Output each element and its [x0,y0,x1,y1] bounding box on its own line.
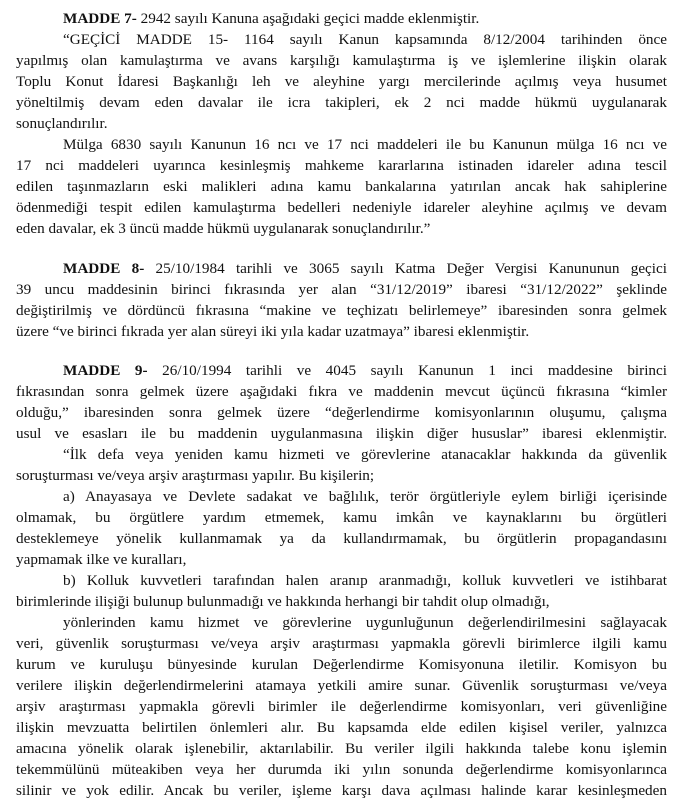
madde-7-line: Toplu Konut İdaresi Başkanlığı leh ve aleyhine yargı mercilerinde açılmış veya husumet [16,73,667,90]
madde-9-line: silinir ve yok edilir. Ancak bu veriler, işleme karşı dava açılması halinde karar kesinleşmeden [16,782,667,799]
madde-9-line: birimlerinde ilişiği bulunup bulunmadığı ve hakkında herhangi bir tahdit olup olmadığı, [16,593,550,610]
madde-9-line: veri, güvenlik soruşturması ve/veya arşiv araştırması yapmakla görevli birimlerce ilgili kamu [16,635,667,652]
madde-8-first-line [63,259,667,280]
madde-7-line: edilen taşınmazların eski malikleri adına kamu bankalarına yatırılan ancak hak sahiplerine [16,178,667,195]
madde-9-line: tekemmülünü müteakiben veya her durumda iki yılın sonunda değerlendirme komisyonlarınca [16,761,667,778]
madde-9-line: b) Kolluk kuvvetleri tarafından halen aranıp aranmadığı, kolluk kuvvetleri ve istihbarat [63,572,667,589]
madde-8-line: üzere “ve birinci fıkrada yer alan süreyi iki yıla kadar uzatmaya” ibaresi eklenmiştir. [16,323,530,340]
madde-9-heading: MADDE 9- [63,362,148,379]
madde-7-line: 2942 sayılı Kanuna aşağıdaki geçici madde eklenmiştir. [136,10,480,27]
madde-9-line: arşiv araştırması yapmakla görevli birimler ile değerlendirme komisyonları, veri güvenliğine [16,698,667,715]
madde-8-line: 25/10/1984 tarihli ve 3065 sayılı Katma Değer Vergisi Kanununun geçici [144,260,667,277]
madde-7-line: sonuçlandırılır. [16,115,108,132]
madde-8-line: 39 uncu maddesinin birinci fıkrasında yer alan “31/12/2019” ibaresi “31/12/2022” şeklinde [16,281,667,298]
madde-9-line: soruşturması ve/veya arşiv araştırması yapılır. Bu kişilerin; [16,467,375,484]
madde-7-heading: MADDE 7- [63,10,137,27]
madde-9-line: ilişkin mevzuatta belirtilen önlemleri alır. Bu kapsamda elde edilen kişisel veriler, yalnızca [16,719,667,736]
madde-7-line: 17 nci maddeleri uyarınca kesinleşmiş mahkeme kararlarına istinaden idareler adına tescil [16,157,667,174]
madde-7-line: yapılmış olan kamulaştırma ve avans karşılığı kamulaştırma iş ve işlemlerine ilişkin olarak [16,52,667,69]
madde-7-line: “GEÇİCİ MADDE 15- 1164 sayılı Kanun kapsamında 8/12/2004 tarihinden önce [63,31,667,48]
madde-9-line: usul ve esasları ile bu maddenin uygulanmasına ilişkin diğer hususlar” ibaresi eklenmiştir. [16,425,667,442]
madde-9-line: fıkrasından sonra gelmek üzere aşağıdaki fıkra ve maddenin mevcut üçüncü fıkrasına “kimler [16,383,667,400]
madde-9-line: 26/10/1994 tarihli ve 4045 sayılı Kanunun 1 inci maddesine birinci [147,362,667,379]
madde-7-line: Mülga 6830 sayılı Kanunun 16 ncı ve 17 nci maddeleri ile bu Kanunun mülga 16 ncı ve [63,136,667,153]
madde-8-heading: MADDE 8- [63,260,145,277]
madde-9-line: amacına yönelik olarak işlenebilir, aktarılabilir. Bu veriler ilgili hakkında talebe konu işlemin [16,740,667,757]
madde-9-first-line [63,361,667,382]
madde-9-line: olmamak, bu örgütlere yardım etmemek, kamu imkân ve kaynaklarını bu örgütleri [16,509,667,526]
madde-7-first-line [63,9,667,30]
madde-9-line: kurum ve kuruluşu bünyesinde kurulan Değerlendirme Komisyonuna iletilir. Komisyon bu [16,656,667,673]
madde-9-line: yönlerinden kamu hizmet ve görevlerine uygunluğunun değerlendirilmesini sağlayacak [63,614,667,631]
madde-9-line: yapmamak ilke ve kuralları, [16,551,187,568]
madde-8-line: değiştirilmiş ve dördüncü fıkrasına “makine ve teçhizatı belirlemeye” ibaresinden sonra gelmek [16,302,667,319]
madde-7-line: eden davalar, ek 3 üncü madde hükmü uygulanarak sonuçlandırılır.” [16,220,431,237]
madde-7-line: yöneltilmiş devam eden davalar ile icra takipleri, ek 2 nci madde hükmü uygulanarak [16,94,667,111]
madde-9-line: verilere ilişkin değerlendirmelerini atamaya yetkili amire sunar. Güvenlik soruşturması ve/veya [16,677,667,694]
madde-9-line: a) Anayasaya ve Devlete sadakat ve bağlılık, terör örgütleriyle eylem birliği içerisinde [63,488,667,505]
madde-9-line: olduğu,” ibaresinden sonra gelmek üzere “değerlendirme komisyonlarının oluşumu, çalışma [16,404,667,421]
madde-9-line: “İlk defa veya yeniden kamu hizmeti ve görevlerine atanacaklar hakkında da güvenlik [63,446,667,463]
madde-7-line: ödenmediği tespit edilen kamulaştırma bedelleri nedeniyle idareler aleyhine açılmış ve devam [16,199,667,216]
madde-9-line: desteklemeye yönelik kullanmamak ya da kullandırmamak, bu örgütlerin propagandasını [16,530,667,547]
